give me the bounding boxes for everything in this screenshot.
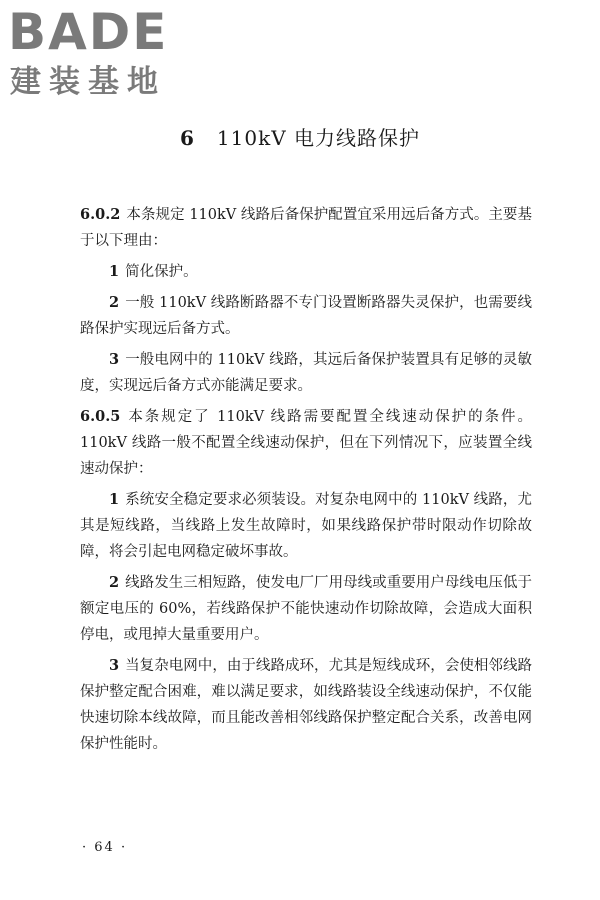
page-number: · 64 · xyxy=(82,840,128,855)
clause-number: 6.0.2 xyxy=(80,206,121,223)
paragraph-text: 一般 110kV 线路断路器不专门设置断路器失灵保护，也需要线路保护实现远后备方式。 xyxy=(80,295,532,337)
document-body xyxy=(80,202,532,762)
paragraph-text: 线路发生三相短路，使发电厂厂用母线或重要用户母线电压低于额定电压的 60%，若线路保护不能快速动作切除故障，会造成大面积停电，或甩掉大量重要用户。 xyxy=(80,575,532,643)
item-number: 1 xyxy=(109,491,120,508)
paragraph-text: 本条规定 110kV 线路后备保护配置宜采用远后备方式。主要基于以下理由： xyxy=(80,207,532,249)
paragraph-text: 本条规定了 110kV 线路需要配置全线速动保护的条件。110kV 线路一般不配置全线速动保护，但在下列情况下，应装置全线速动保护： xyxy=(80,409,532,477)
bade-logo xyxy=(8,4,178,104)
item-number: 3 xyxy=(109,351,120,368)
paragraph-item xyxy=(80,487,532,565)
paragraph-item xyxy=(80,290,532,342)
item-number: 1 xyxy=(109,263,120,280)
paragraph-text: 系统安全稳定要求必须装设。对复杂电网中的 110kV 线路，尤其是短线路，当线路上发生故障时，如果线路保护带时限动作切除故障，将会引起电网稳定破坏事故。 xyxy=(80,492,532,560)
paragraph-item xyxy=(80,653,532,757)
paragraph-item xyxy=(80,570,532,648)
clause-number: 6.0.5 xyxy=(80,408,121,425)
paragraph-text: 简化保护。 xyxy=(125,264,198,280)
chapter-title xyxy=(0,124,600,152)
item-number: 3 xyxy=(109,657,120,674)
logo-latin-text: BADE xyxy=(8,3,169,61)
paragraph-text: 当复杂电网中，由于线路成环，尤其是短线成环，会使相邻线路保护整定配合困难，难以满足要求，如线路装设全线速动保护，不仅能快速切除本线故障，而且能改善相邻线路保护整定配合关系，改善电网保护性能时。 xyxy=(80,658,532,752)
item-number: 2 xyxy=(109,574,120,591)
logo-chinese-text: 建装基地 xyxy=(10,64,166,100)
paragraph-item xyxy=(80,347,532,399)
paragraph-clause-6-0-2 xyxy=(80,202,532,254)
paragraph-text: 一般电网中的 110kV 线路，其远后备保护装置具有足够的灵敏度，实现远后备方式亦能满足要求。 xyxy=(80,352,532,394)
chapter-number: 6 xyxy=(179,126,195,150)
item-number: 2 xyxy=(109,294,120,311)
paragraph-clause-6-0-5 xyxy=(80,404,532,482)
paragraph-item xyxy=(80,259,532,285)
chapter-title-text: 110kV 电力线路保护 xyxy=(216,126,420,150)
